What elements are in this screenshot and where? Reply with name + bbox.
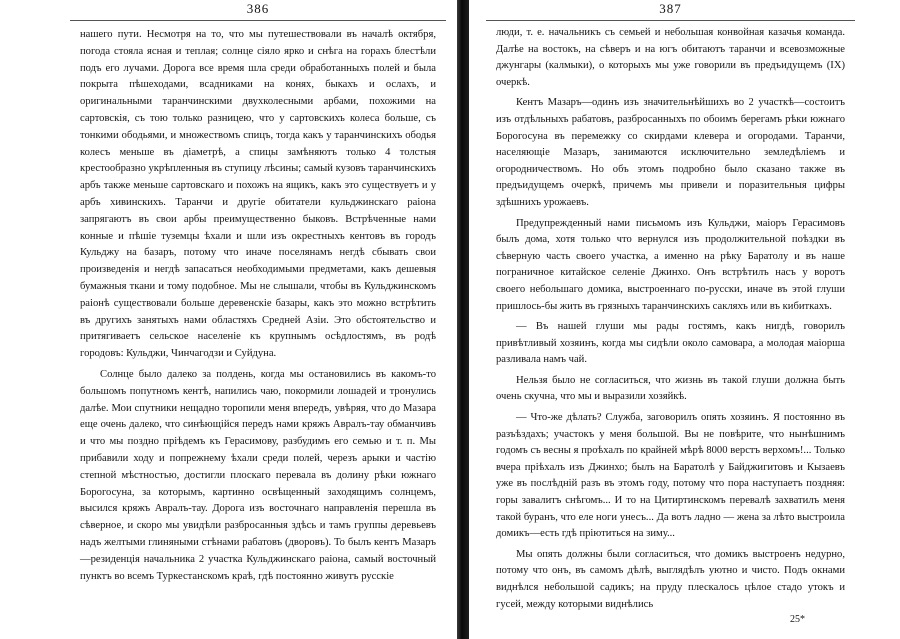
left-page [80, 0, 436, 639]
header-rule-right [486, 20, 855, 21]
paragraph: Нельзя было не согласиться, что жизнь въ такой глуши должна быть очень скучна, что мы и выразили хозяйкѣ. [496, 374, 845, 403]
paragraph: Мы опять должны были согласиться, что домикъ выстроенъ недурно, потому что онъ, въ самомъ дѣлѣ, выглядѣлъ уютно и чисто. Подъ окнами виднѣлся небольшой садикъ; на пруду плескалось цѣлое стадо утокъ и гусей, между которыми виднѣлись [496, 548, 845, 610]
right-page-text [496, 25, 845, 613]
left-page-text [80, 27, 436, 585]
paragraph: Предупрежденный нами письмомъ изъ Кульджи, маіоръ Герасимовъ былъ дома, хотя только что вернулся изъ продолжительной поѣздки въ сѣверную часть своего участка, а именно на рѣку Баратолу и въ наше пограничное китайское селеніе Джинхо. Онъ встрѣтилъ насъ у воротъ своего небольшаго домика, выстроеннаго по-русски, иначе въ этой глуши пришлось-бы жить въ грязныхъ таранчинскихъ сакляхъ или въ кибиткахъ. [496, 217, 845, 312]
paragraph: — Что-же дѣлать? Служба, заговорилъ опять хозяинъ. Я постоянно въ разъѣздахъ; участокъ у меня большой. Вы не повѣрите, что нынѣшнимъ годомъ съ весны я проѣхалъ по крайней мѣрѣ 8000 верстъ верхомъ!... Только вчера пріѣхалъ изъ Джинхо; былъ на Баратолѣ у Байджигитовъ и Кызаевъ уже въ послѣдній разъ въ этомъ году, потому что пора наступаетъ поздняя: горы завалитъ снѣгомъ... И то на Цитиртинскомъ перевалѣ захватилъ меня такой буранъ, что еле ноги унесъ... Да вотъ ладно — жена за лѣто выстроила домикъ—есть гдѣ пріютиться на зиму... [496, 412, 845, 540]
page-number-right: 387 [659, 1, 682, 16]
header-rule-left [70, 20, 446, 21]
paragraph: люди, т. е. начальникъ съ семьей и небольшая конвойная казачья команда. Далѣе на востокъ, на сѣверъ и на югъ обитаютъ таранчи и всевозможные джунгары (калмыки), о которыхъ мы уже говорили въ предъидущемъ (IX) очеркѣ. [496, 27, 845, 88]
paragraph: Солнце было далеко за полдень, когда мы остановились въ какомъ-то большомъ попутномъ кентѣ, напились чаю, покормили лошадей и тронулись далѣе. Мои спутники нещадно торопили меня впередъ, увѣряя, что до Мазара еще очень далеко, что синѣющійся передъ нами кряжъ Авралъ-тау обманчивъ и что мы поздно пріѣдемъ къ Герасимову, разбудимъ его семью и т. п. Мы прибавили ходу и попрежнему ѣхали среди полей, черезъ арыки и частію степной мѣстностью, достигли плоскаго перевала въ долину рѣки южнаго Борогосуна, за которымъ, картинно освѣщенный заходящимъ солнцемъ, высился кряжъ Авралъ-тау. Дорога изъ восточнаго направленія перешла въ сѣверное, и скоро мы увидѣли разбросанныя здѣсь и тамъ группы деревьевъ надъ желтыми глиняными стѣнами рабатовъ (дворовъ). То былъ кентъ Мазаръ—резиденція начальника 2 участка Кульджинскаго раіона, самый восточный пунктъ во всемъ Туркестанскомъ краѣ, гдѣ постоянно живутъ русскіе [80, 368, 436, 582]
signature-mark: 25* [790, 614, 805, 625]
paragraph: нашего пути. Несмотря на то, что мы путешествовали въ началѣ октября, погода стояла ясная и теплая; солнце сіяло ярко и снѣга на горахъ блестѣли подъ его лучами. Дорога все время шла среди обработанныхъ полей и была покрыта пѣшеходами, всадниками на конях, быкахъ и ослахъ, и оригинальными таранчинскими двухколесными арбами, похожими на сартовскія, съ тою только разницею, что у сартовскихъ колеса больше, съ тонкими ободьями, и множествомъ спицъ, тогда какъ у таранчинскихъ ободья колесъ меньше въ діаметрѣ, а спицы замѣняютъ только 4 толстыя крестообразно укрѣпленныя въ ступицу лѣсины; самый кузовъ таранчинскихъ арбъ также меньше сартовскаго и похожъ на ящикъ, какъ это существуетъ и у арбъ хивинскихъ. Таранчи и другіе обитатели кульджинскаго раіона запрягаютъ въ свои арбы преимущественно быковъ. Встрѣченные нами конные и пѣшіе туземцы ѣхали и шли изъ окрестныхъ кентовъ въ городъ Кульджу на базаръ, потому что иначе поселянамъ негдѣ сбывать свои произведенія и негдѣ запасаться необходимыми предметами, какъ дешевыя бумажныя ткани и тому подобное. Мы не слышали, чтобы въ Кульджинскомъ раіонѣ существовали больше деревенскіе базары, какъ это можно встрѣтить въ другихъ занятыхъ нами областяхъ Средней Азіи. Это обстоятельство и притягиваетъ сельское населеніе къ крупнымъ осѣдлостямъ, въ родѣ городовъ: Кульджи, Чинчагодзи и Суйдуна. [80, 29, 436, 360]
paragraph: — Въ нашей глуши мы рады гостямъ, какъ нигдѣ, говорилъ привѣтливый хозяинъ, когда мы сидѣли около самовара, а молодая маіорша разливала намъ чай. [496, 321, 845, 366]
paragraph: Кентъ Мазаръ—одинъ изъ значительнѣйшихъ во 2 участкѣ—состоитъ изъ отдѣльныхъ рабатовъ, разбросанныхъ по обоимъ берегамъ рѣки южнаго Борогосуна въ перемежку со скирдами клевера и огородами. Таранчи, населяющіе Мазаръ, занимаются исключительно земледѣліемъ и огородничествомъ. Но объ этомъ подробно было сказано также въ предъидущемъ очеркѣ, причемъ мы привели и поразительныя цифры здѣшнихъ урожаевъ. [496, 97, 845, 208]
right-page [496, 0, 845, 639]
book-gutter [457, 0, 469, 639]
page-number-left: 386 [246, 1, 270, 16]
